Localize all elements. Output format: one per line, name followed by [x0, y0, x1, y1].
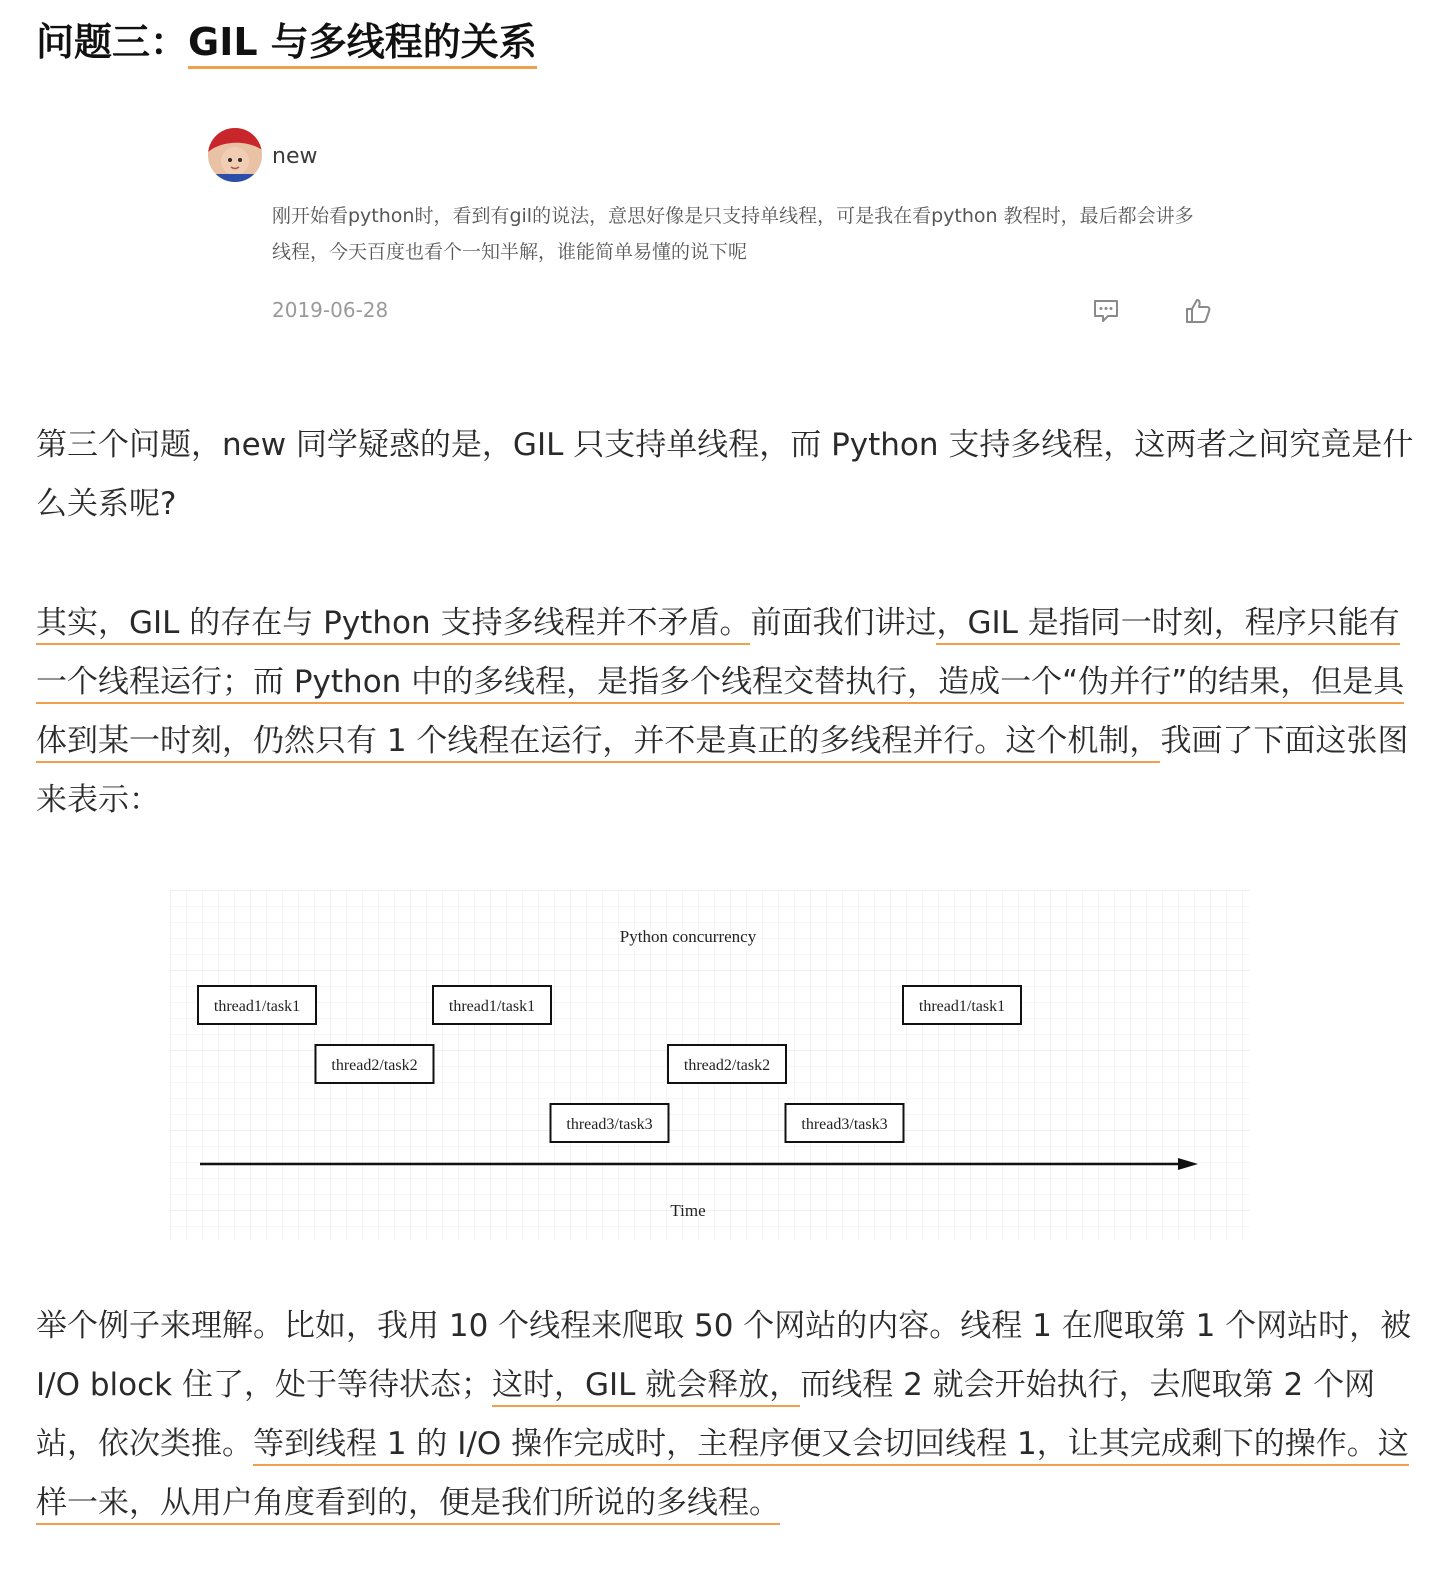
plain-text: 我画了下面这张图来表示：: [36, 723, 1409, 818]
plain-text: 前面我们讲过: [750, 605, 937, 641]
task-block-label: thread1/task1: [918, 998, 1006, 1015]
underlined-text: 等到线程 1 的 I/O 操作完成时，主程序便又会切回线程 1，让其完成剩下的操作。这样一来，从用户角度看到的，便是我们所说的多线程。: [36, 1426, 1409, 1525]
task-block-label: thread3/task3: [566, 1116, 653, 1133]
task-block-label: thread1/task1: [213, 998, 301, 1015]
underlined-text: 这时，GIL 就会释放，: [492, 1367, 800, 1407]
comment-username[interactable]: new: [272, 144, 318, 169]
section-heading: [36, 14, 537, 70]
time-axis-label: Time: [670, 1201, 706, 1220]
diagram-title: Python concurrency: [619, 927, 757, 946]
quoted-comment: [208, 128, 1218, 338]
plain-text: 举个例子来理解。比如，我用 10 个线程来爬取 50 个网站的内容。线程 1 在爬取第 1 个网站时，被 I/O block 住了，处于等待状态；: [36, 1308, 1412, 1403]
underlined-text: 其实，GIL 的存在与 Python 支持多线程并不矛盾。: [36, 605, 750, 645]
comment-icon[interactable]: [1092, 297, 1120, 325]
concurrency-diagram: [170, 890, 1250, 1240]
task-block-label: thread1/task1: [448, 998, 536, 1015]
heading-prefix: 问题三：: [36, 20, 189, 64]
task-block-label: thread3/task3: [801, 1116, 888, 1133]
paragraph-explanation: [36, 594, 1416, 830]
task-block-label: thread2/task2: [683, 1057, 771, 1074]
comment-text: 刚开始看python时，看到有gil的说法，意思好像是只支持单线程，可是我在看python 教程时，最后都会讲多线程，今天百度也看个一知半解，谁能简单易懂的说下呢: [272, 205, 1194, 263]
heading-highlight: GIL 与多线程的关系: [188, 20, 537, 69]
avatar[interactable]: [208, 128, 262, 182]
paragraph-question: 第三个问题，new 同学疑惑的是，GIL 只支持单线程，而 Python 支持多线程，这两者之间究竟是什么关系呢?: [36, 427, 1414, 522]
paragraph-example: [36, 1297, 1416, 1533]
comment-date: 2019-06-28: [272, 298, 389, 322]
underlined-text: ，GIL 是指同一时刻，程序只能有一个线程运行；而 Python 中的多线程，是指多个线程交替执行，造成一个“伪并行”的结果，但是具体到某一时刻，仍然只有 1 个线程在运行，并不是真正的多线程并行。这个机制，: [36, 605, 1404, 763]
plain-text: 而线程 2 就会开始执行，去爬取第 2 个网站，依次类推。: [36, 1367, 1376, 1462]
thumbs-up-icon[interactable]: [1184, 297, 1212, 325]
task-block-label: thread2/task2: [331, 1057, 418, 1074]
